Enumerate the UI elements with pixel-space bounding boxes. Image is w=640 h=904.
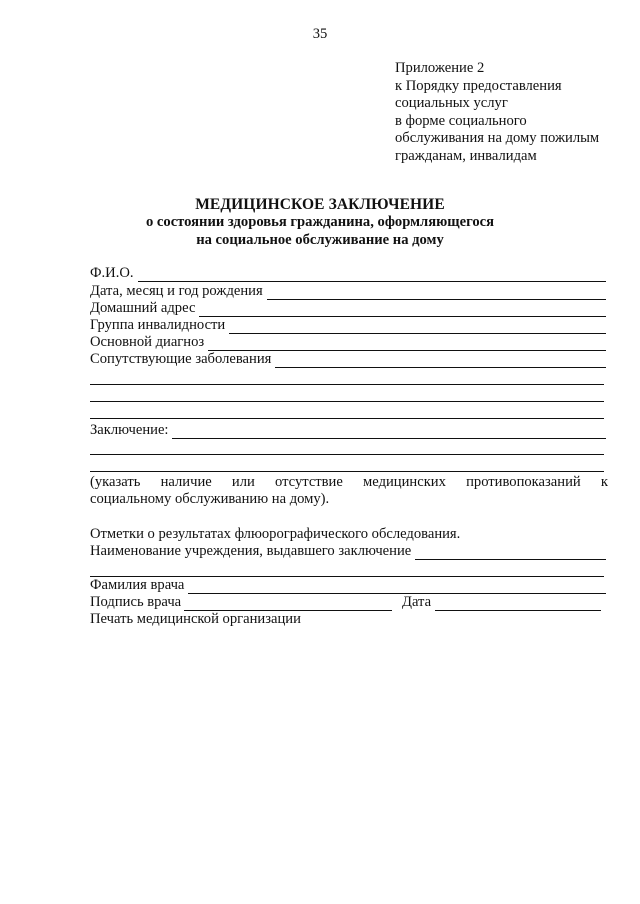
doctor-sign-label: Подпись врача xyxy=(90,594,182,610)
note-word: противопоказаний xyxy=(466,474,581,490)
instruction-note-line2: социальному обслуживанию на дому). xyxy=(90,491,330,507)
appendix-note xyxy=(395,60,599,165)
appendix-line: обслуживания на дому пожилым xyxy=(395,130,600,146)
appendix-line: гражданам, инвалидам xyxy=(395,147,537,164)
conclusion-blank[interactable] xyxy=(172,425,606,439)
instruction-note xyxy=(90,474,608,491)
doctor-sign-field[interactable] xyxy=(90,594,392,611)
note-word: медицинских xyxy=(363,474,446,490)
appendix-line: Приложение 2 xyxy=(395,60,485,76)
title-subtitle: о состоянии здоровья гражданина, оформляющегося xyxy=(145,214,495,230)
doctor-name-field[interactable] xyxy=(90,577,606,594)
conclusion-extra-line[interactable] xyxy=(90,471,604,472)
fio-blank[interactable] xyxy=(138,268,606,282)
appendix-line: в форме социального xyxy=(395,112,527,129)
page-number: 35 xyxy=(312,26,328,42)
doctor-name-label: Фамилия врача xyxy=(90,577,185,593)
address-field[interactable] xyxy=(90,300,606,317)
disability-group-blank[interactable] xyxy=(229,320,606,334)
title-main: МЕДИЦИНСКОЕ ЗАКЛЮЧЕНИЕ xyxy=(195,196,445,213)
institution-blank[interactable] xyxy=(415,546,606,560)
comorbidities-label: Сопутствующие заболевания xyxy=(90,351,272,367)
disability-group-label: Группа инвалидности xyxy=(90,317,226,333)
fio-label: Ф.И.О. xyxy=(90,265,134,281)
fluoro-marks: Отметки о результатах флюорографического обследования. xyxy=(90,526,461,542)
institution-label: Наименование учреждения, выдавшего заключение xyxy=(90,543,412,559)
comorbidities-field[interactable] xyxy=(90,351,606,368)
note-word: (указать xyxy=(90,474,141,490)
main-diagnosis-blank[interactable] xyxy=(208,337,606,351)
conclusion-extra-line[interactable] xyxy=(90,454,604,455)
conclusion-field[interactable] xyxy=(90,422,606,439)
comorbidities-extra-line[interactable] xyxy=(90,418,604,419)
doctor-sign-blank[interactable] xyxy=(184,597,392,611)
doctor-name-blank[interactable] xyxy=(188,580,606,594)
document-title xyxy=(0,196,640,250)
conclusion-label: Заключение: xyxy=(90,422,169,438)
date-blank[interactable] xyxy=(435,597,601,611)
date-field[interactable] xyxy=(402,594,601,611)
signature-date-row xyxy=(90,594,604,611)
note-word: или xyxy=(231,474,255,490)
date-label: Дата xyxy=(402,594,432,610)
appendix-line: социальных услуг xyxy=(395,95,508,111)
address-label: Домашний адрес xyxy=(90,300,196,316)
appendix-line: к Порядку предоставления xyxy=(395,77,562,94)
title-subtitle: на социальное обслуживание на дому xyxy=(196,232,444,248)
disability-group-field[interactable] xyxy=(90,317,606,334)
institution-field[interactable] xyxy=(90,543,606,560)
address-blank[interactable] xyxy=(199,303,606,317)
birthdate-blank[interactable] xyxy=(267,286,606,300)
stamp-label: Печать медицинской организации xyxy=(90,611,301,627)
comorbidities-extra-line[interactable] xyxy=(90,401,604,402)
note-word: отсутствие xyxy=(275,474,343,490)
note-word: наличие xyxy=(160,474,212,490)
fio-field[interactable] xyxy=(90,265,606,282)
birthdate-label: Дата, месяц и год рождения xyxy=(90,283,263,299)
comorbidities-extra-line[interactable] xyxy=(90,384,604,385)
comorbidities-blank[interactable] xyxy=(275,354,606,368)
main-diagnosis-field[interactable] xyxy=(90,334,606,351)
birthdate-field[interactable] xyxy=(90,283,606,300)
note-word: к xyxy=(600,474,608,490)
main-diagnosis-label: Основной диагноз xyxy=(90,334,205,350)
